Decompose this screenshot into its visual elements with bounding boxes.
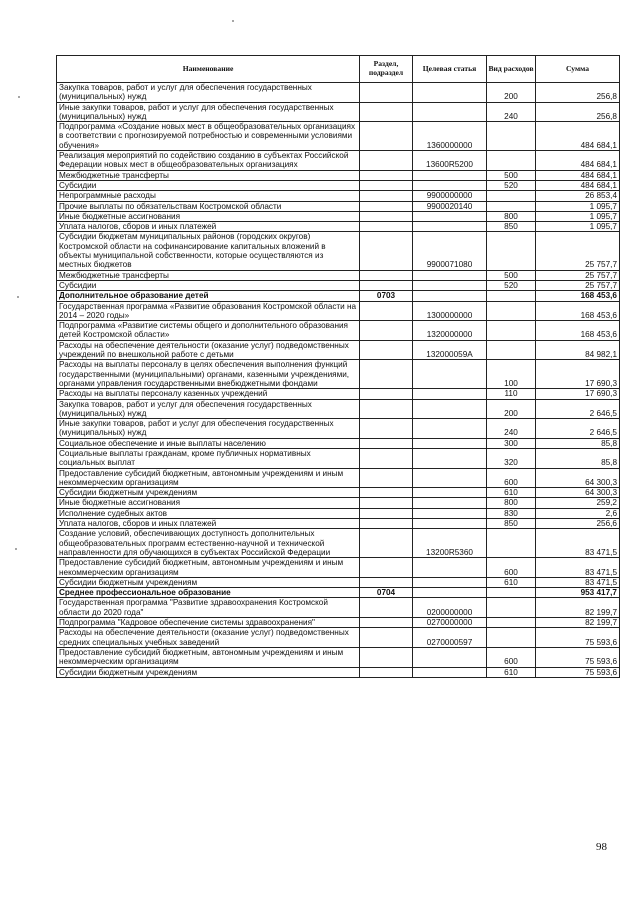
row-type: 240 (487, 419, 536, 439)
row-name: Закупка товаров, работ и услуг для обеспечения государственных (муниципальных) нужд (57, 83, 360, 103)
row-sum: 64 300,3 (536, 488, 620, 498)
row-target: 0270000000 (413, 618, 487, 628)
row-target (413, 102, 487, 122)
row-name: Подпрограмма «Создание новых мест в общеобразовательных организациях в соответствии с прогнозируемой потребностью и современными условиями обучения» (57, 122, 360, 151)
row-section (360, 232, 413, 270)
row-section (360, 389, 413, 399)
row-type (487, 321, 536, 341)
row-target (413, 280, 487, 290)
row-name: Иные закупки товаров, работ и услуг для обеспечения государственных (муниципальных) нужд (57, 102, 360, 122)
row-type: 610 (487, 577, 536, 587)
row-section (360, 222, 413, 232)
row-target (413, 647, 487, 667)
row-name: Расходы на обеспечение деятельности (оказание услуг) подведомственных учреждений по внешкольной работе с детьми (57, 340, 360, 360)
table-row (57, 647, 620, 667)
row-type: 520 (487, 180, 536, 190)
row-name: Исполнение судебных актов (57, 508, 360, 518)
row-sum: 85,8 (536, 438, 620, 448)
row-sum: 83 471,5 (536, 577, 620, 587)
row-target (413, 419, 487, 439)
row-target: 1320000000 (413, 321, 487, 341)
row-type: 850 (487, 222, 536, 232)
row-section (360, 340, 413, 360)
row-type (487, 529, 536, 558)
table-row (57, 618, 620, 628)
row-target (413, 180, 487, 190)
table-row (57, 191, 620, 201)
row-type: 850 (487, 519, 536, 529)
row-section (360, 270, 413, 280)
row-target (413, 588, 487, 598)
row-type (487, 340, 536, 360)
table-row (57, 360, 620, 389)
table-row (57, 389, 620, 399)
table-row (57, 321, 620, 341)
row-name: Расходы на обеспечение деятельности (оказание услуг) подведомственных средних специальных учебных заведений (57, 628, 360, 648)
row-name: Государственная программа «Развитие образования Костромской области на 2014 – 2020 годы» (57, 301, 360, 321)
row-sum: 2 646,5 (536, 399, 620, 419)
row-type: 830 (487, 508, 536, 518)
row-name: Социальное обеспечение и иные выплаты населению (57, 438, 360, 448)
row-type: 320 (487, 448, 536, 468)
scan-speck (18, 96, 20, 98)
table-row (57, 122, 620, 151)
row-sum: 2,6 (536, 508, 620, 518)
row-section (360, 170, 413, 180)
row-sum: 83 471,5 (536, 529, 620, 558)
row-target: 13200R5360 (413, 529, 487, 558)
row-section (360, 122, 413, 151)
row-sum: 83 471,5 (536, 558, 620, 578)
row-section (360, 488, 413, 498)
row-sum: 953 417,7 (536, 588, 620, 598)
row-target (413, 291, 487, 301)
row-section (360, 498, 413, 508)
table-row (57, 468, 620, 488)
row-sum: 168 453,6 (536, 291, 620, 301)
table-row (57, 170, 620, 180)
table-row (57, 498, 620, 508)
row-name: Подпрограмма «Развитие системы общего и дополнительного образования детей Костромской области» (57, 321, 360, 341)
row-name: Дополнительное образование детей (57, 291, 360, 301)
row-target (413, 519, 487, 529)
row-type (487, 151, 536, 171)
scan-speck (17, 296, 19, 298)
row-section (360, 301, 413, 321)
row-type: 610 (487, 667, 536, 677)
row-name: Предоставление субсидий бюджетным, автономным учреждениям и иным некоммерческим организациям (57, 558, 360, 578)
row-name: Подпрограмма "Кадровое обеспечение системы здравоохранения" (57, 618, 360, 628)
table-row (57, 340, 620, 360)
row-sum: 1 095,7 (536, 211, 620, 221)
row-target (413, 389, 487, 399)
scan-speck (232, 20, 234, 22)
table-row (57, 628, 620, 648)
row-section (360, 419, 413, 439)
row-target (413, 488, 487, 498)
page-number: 98 (596, 841, 607, 853)
table-row (57, 448, 620, 468)
row-sum: 484 684,1 (536, 180, 620, 190)
table-row (57, 529, 620, 558)
budget-table (56, 55, 620, 678)
row-type: 600 (487, 647, 536, 667)
row-section (360, 211, 413, 221)
row-type: 600 (487, 558, 536, 578)
row-section (360, 201, 413, 211)
row-sum: 75 593,6 (536, 647, 620, 667)
row-section (360, 508, 413, 518)
header-sum: Сумма (536, 56, 620, 83)
row-name: Уплата налогов, сборов и иных платежей (57, 519, 360, 529)
row-section (360, 558, 413, 578)
row-section: 0703 (360, 291, 413, 301)
row-sum: 484 684,1 (536, 170, 620, 180)
row-sum: 484 684,1 (536, 122, 620, 151)
table-row (57, 211, 620, 221)
row-type: 600 (487, 468, 536, 488)
row-sum: 256,8 (536, 83, 620, 103)
row-section (360, 280, 413, 290)
row-section (360, 360, 413, 389)
row-section (360, 191, 413, 201)
table-row (57, 201, 620, 211)
row-sum: 26 853,4 (536, 191, 620, 201)
row-name: Государственная программа "Развитие здравоохранения Костромской области до 2020 года" (57, 598, 360, 618)
row-name: Закупка товаров, работ и услуг для обеспечения государственных (муниципальных) нужд (57, 399, 360, 419)
row-section (360, 628, 413, 648)
row-sum: 2 646,5 (536, 419, 620, 439)
row-type: 800 (487, 498, 536, 508)
row-type: 110 (487, 389, 536, 399)
row-sum: 84 982,1 (536, 340, 620, 360)
row-target (413, 170, 487, 180)
scan-speck (15, 548, 17, 550)
row-sum: 25 757,7 (536, 280, 620, 290)
row-sum: 484 684,1 (536, 151, 620, 171)
row-type (487, 598, 536, 618)
row-name: Субсидии (57, 180, 360, 190)
row-name: Иные бюджетные ассигнования (57, 498, 360, 508)
row-section: 0704 (360, 588, 413, 598)
row-type: 300 (487, 438, 536, 448)
row-target: 13600R5200 (413, 151, 487, 171)
row-name: Расходы на выплаты персоналу казенных учреждений (57, 389, 360, 399)
row-target (413, 360, 487, 389)
row-sum: 75 593,6 (536, 667, 620, 677)
table-row (57, 280, 620, 290)
row-type (487, 201, 536, 211)
row-type (487, 232, 536, 270)
table-row (57, 270, 620, 280)
row-target (413, 448, 487, 468)
header-name: Наименование (57, 56, 360, 83)
row-section (360, 180, 413, 190)
table-row (57, 419, 620, 439)
row-target: 9900000000 (413, 191, 487, 201)
row-type (487, 618, 536, 628)
row-name: Предоставление субсидий бюджетным, автономным учреждениям и иным некоммерческим организациям (57, 647, 360, 667)
row-name: Субсидии (57, 280, 360, 290)
row-section (360, 577, 413, 587)
row-type (487, 301, 536, 321)
table-row (57, 180, 620, 190)
table-body (57, 83, 620, 678)
header-type: Вид расходов (487, 56, 536, 83)
table-header-row (57, 56, 620, 83)
row-type (487, 191, 536, 201)
row-type: 610 (487, 488, 536, 498)
row-type: 240 (487, 102, 536, 122)
row-type: 800 (487, 211, 536, 221)
row-sum: 1 095,7 (536, 201, 620, 211)
row-section (360, 399, 413, 419)
row-name: Межбюджетные трансферты (57, 170, 360, 180)
row-name: Социальные выплаты гражданам, кроме публичных нормативных социальных выплат (57, 448, 360, 468)
row-section (360, 438, 413, 448)
row-target (413, 438, 487, 448)
table-row (57, 83, 620, 103)
row-name: Расходы на выплаты персоналу в целях обеспечения выполнения функций государственными (муниципальными) органами, казенными учреждениями, органами управления государственными внебюджетными фондами (57, 360, 360, 389)
row-type (487, 588, 536, 598)
table-row (57, 588, 620, 598)
row-sum: 82 199,7 (536, 598, 620, 618)
row-target (413, 508, 487, 518)
row-target (413, 558, 487, 578)
row-target: 132000059А (413, 340, 487, 360)
row-name: Субсидии бюджетным учреждениям (57, 488, 360, 498)
table-row (57, 667, 620, 677)
table-row (57, 558, 620, 578)
row-target: 1300000000 (413, 301, 487, 321)
row-target: 9900020140 (413, 201, 487, 211)
row-name: Предоставление субсидий бюджетным, автономным учреждениям и иным некоммерческим организациям (57, 468, 360, 488)
header-section: Раздел, подраздел (360, 56, 413, 83)
table-row (57, 577, 620, 587)
row-target (413, 83, 487, 103)
row-target (413, 468, 487, 488)
row-target (413, 270, 487, 280)
table-row (57, 102, 620, 122)
row-sum: 75 593,6 (536, 628, 620, 648)
row-target (413, 399, 487, 419)
row-name: Субсидии бюджетам муниципальных районов (городских округов) Костромской области на софинансирование капитальных вложений в объекты муниципальной собственности, которые осуществляются из местных бюджетов (57, 232, 360, 270)
row-target: 9900071080 (413, 232, 487, 270)
row-target (413, 222, 487, 232)
row-target (413, 667, 487, 677)
row-name: Уплата налогов, сборов и иных платежей (57, 222, 360, 232)
row-section (360, 618, 413, 628)
row-section (360, 667, 413, 677)
row-sum: 256,8 (536, 102, 620, 122)
row-sum: 17 690,3 (536, 360, 620, 389)
row-name: Иные закупки товаров, работ и услуг для обеспечения государственных (муниципальных) нужд (57, 419, 360, 439)
row-type: 100 (487, 360, 536, 389)
row-section (360, 321, 413, 341)
table-row (57, 232, 620, 270)
row-target (413, 577, 487, 587)
row-name: Непрограммные расходы (57, 191, 360, 201)
row-type: 500 (487, 270, 536, 280)
table-row (57, 222, 620, 232)
row-sum: 1 095,7 (536, 222, 620, 232)
row-name: Субсидии бюджетным учреждениям (57, 667, 360, 677)
row-type (487, 122, 536, 151)
row-name: Прочие выплаты по обязательствам Костромской области (57, 201, 360, 211)
budget-table-sheet (56, 55, 619, 678)
row-section (360, 647, 413, 667)
row-type: 200 (487, 83, 536, 103)
table-row (57, 399, 620, 419)
row-name: Реализация мероприятий по содействию созданию в субъектах Российской Федерации новых мест в общеобразовательных организациях (57, 151, 360, 171)
row-target: 0270000597 (413, 628, 487, 648)
table-row (57, 291, 620, 301)
row-section (360, 448, 413, 468)
row-type (487, 291, 536, 301)
row-sum: 25 757,7 (536, 270, 620, 280)
row-name: Иные бюджетные ассигнования (57, 211, 360, 221)
row-sum: 25 757,7 (536, 232, 620, 270)
row-section (360, 102, 413, 122)
row-type: 520 (487, 280, 536, 290)
header-target: Целевая статья (413, 56, 487, 83)
row-sum: 64 300,3 (536, 468, 620, 488)
row-type: 500 (487, 170, 536, 180)
row-sum: 168 453,6 (536, 321, 620, 341)
table-row (57, 519, 620, 529)
table-row (57, 151, 620, 171)
row-type: 200 (487, 399, 536, 419)
row-sum: 168 453,6 (536, 301, 620, 321)
row-name: Создание условий, обеспечивающих доступность дополнительных общеобразовательных программ естественно-научной и технической направленности для обучающихся в субъектах Российской Федерации (57, 529, 360, 558)
row-name: Межбюджетные трансферты (57, 270, 360, 280)
table-row (57, 488, 620, 498)
row-type (487, 628, 536, 648)
row-section (360, 83, 413, 103)
row-target (413, 498, 487, 508)
row-sum: 82 199,7 (536, 618, 620, 628)
row-section (360, 598, 413, 618)
row-target: 1360000000 (413, 122, 487, 151)
row-sum: 259,2 (536, 498, 620, 508)
row-name: Среднее профессиональное образование (57, 588, 360, 598)
row-section (360, 468, 413, 488)
row-section (360, 519, 413, 529)
row-name: Субсидии бюджетным учреждениям (57, 577, 360, 587)
row-sum: 17 690,3 (536, 389, 620, 399)
row-section (360, 151, 413, 171)
table-row (57, 438, 620, 448)
row-sum: 256,6 (536, 519, 620, 529)
row-target (413, 211, 487, 221)
table-row (57, 508, 620, 518)
table-row (57, 598, 620, 618)
table-row (57, 301, 620, 321)
row-section (360, 529, 413, 558)
row-sum: 85,8 (536, 448, 620, 468)
row-target: 0200000000 (413, 598, 487, 618)
